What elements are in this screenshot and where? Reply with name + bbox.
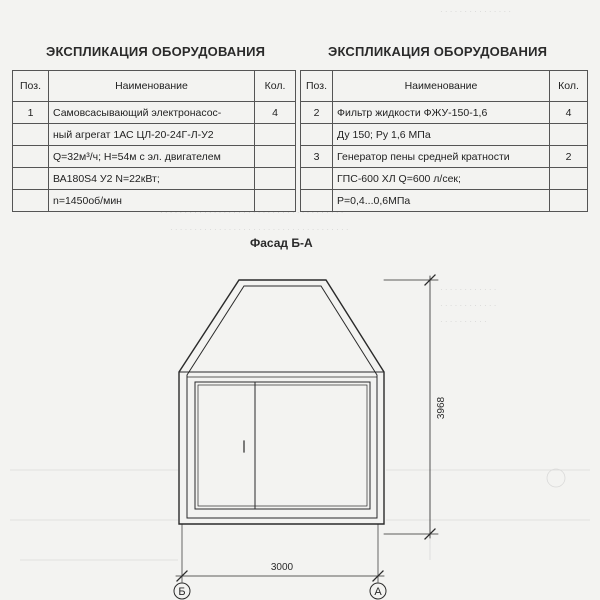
left-table-heading: ЭКСПЛИКАЦИЯ ОБОРУДОВАНИЯ	[46, 44, 266, 59]
cell-name: Р=0,4...0,6МПа	[333, 190, 550, 212]
height-dimension-label: 3968	[436, 396, 447, 420]
cell-name: Q=32м³/ч; Н=54м с эл. двигателем	[49, 146, 255, 168]
cell-pos: 2	[301, 102, 333, 124]
cell-name: ВА180S4 У2 N=22кВт;	[49, 168, 255, 190]
column-header-name: Наименование	[49, 71, 255, 102]
bleed-through-text: · · · · · · · · · · · ·	[440, 285, 497, 294]
column-header-name: Наименование	[333, 71, 550, 102]
gate-inner	[198, 385, 367, 506]
cell-name: Ду 150; Ру 1,6 МПа	[333, 124, 550, 146]
right-table-heading: ЭКСПЛИКАЦИЯ ОБОРУДОВАНИЯ	[328, 44, 548, 59]
cell-name: Фильтр жидкости ФЖУ-150-1,6	[333, 102, 550, 124]
column-header-qty: Кол.	[255, 71, 296, 102]
axis-label-right: А	[374, 586, 382, 598]
building-inner-outline	[187, 286, 377, 518]
cell-name: Генератор пены средней кратности	[333, 146, 550, 168]
width-dimension-label: 3000	[270, 562, 294, 573]
building-outline	[179, 280, 384, 524]
cell-qty: 2	[550, 146, 588, 168]
column-header-qty: Кол.	[550, 71, 588, 102]
cell-pos: 1	[13, 102, 49, 124]
gate-outer	[195, 382, 370, 509]
cell-pos: 3	[301, 146, 333, 168]
bleed-through-text: · · · · · · · · · · · ·	[440, 301, 497, 310]
cell-name: Самовсасывающий электронасос-	[49, 102, 255, 124]
column-header-pos: Поз.	[301, 71, 333, 102]
axis-label-left: Б	[178, 586, 186, 598]
cell-name: ГПС-600 ХЛ Q=600 л/сек;	[333, 168, 550, 190]
cell-name: ный агрегат 1АС ЦЛ-20-24Г-Л-У2	[49, 124, 255, 146]
bleed-through-lines	[10, 469, 590, 560]
cell-name: n=1450об/мин	[49, 190, 255, 212]
facade-title: Фасад Б-А	[250, 236, 313, 250]
bleed-through-text: · · · · · · · · · ·	[440, 317, 487, 326]
cell-qty: 4	[255, 102, 296, 124]
bleed-through-text: · · · · · · · · · · · · · · · · · · · · · · · · · · · · · · · · · · · · ·	[170, 225, 349, 234]
cell-qty: 4	[550, 102, 588, 124]
bleed-through-text: · · · · · · · · · · · · · · ·	[440, 7, 512, 16]
column-header-pos: Поз.	[13, 71, 49, 102]
bleed-through-text: · · · · · · · · · · · · · · · · · · · · · · · · · · · · · · · · · · · · · ·	[160, 208, 344, 217]
